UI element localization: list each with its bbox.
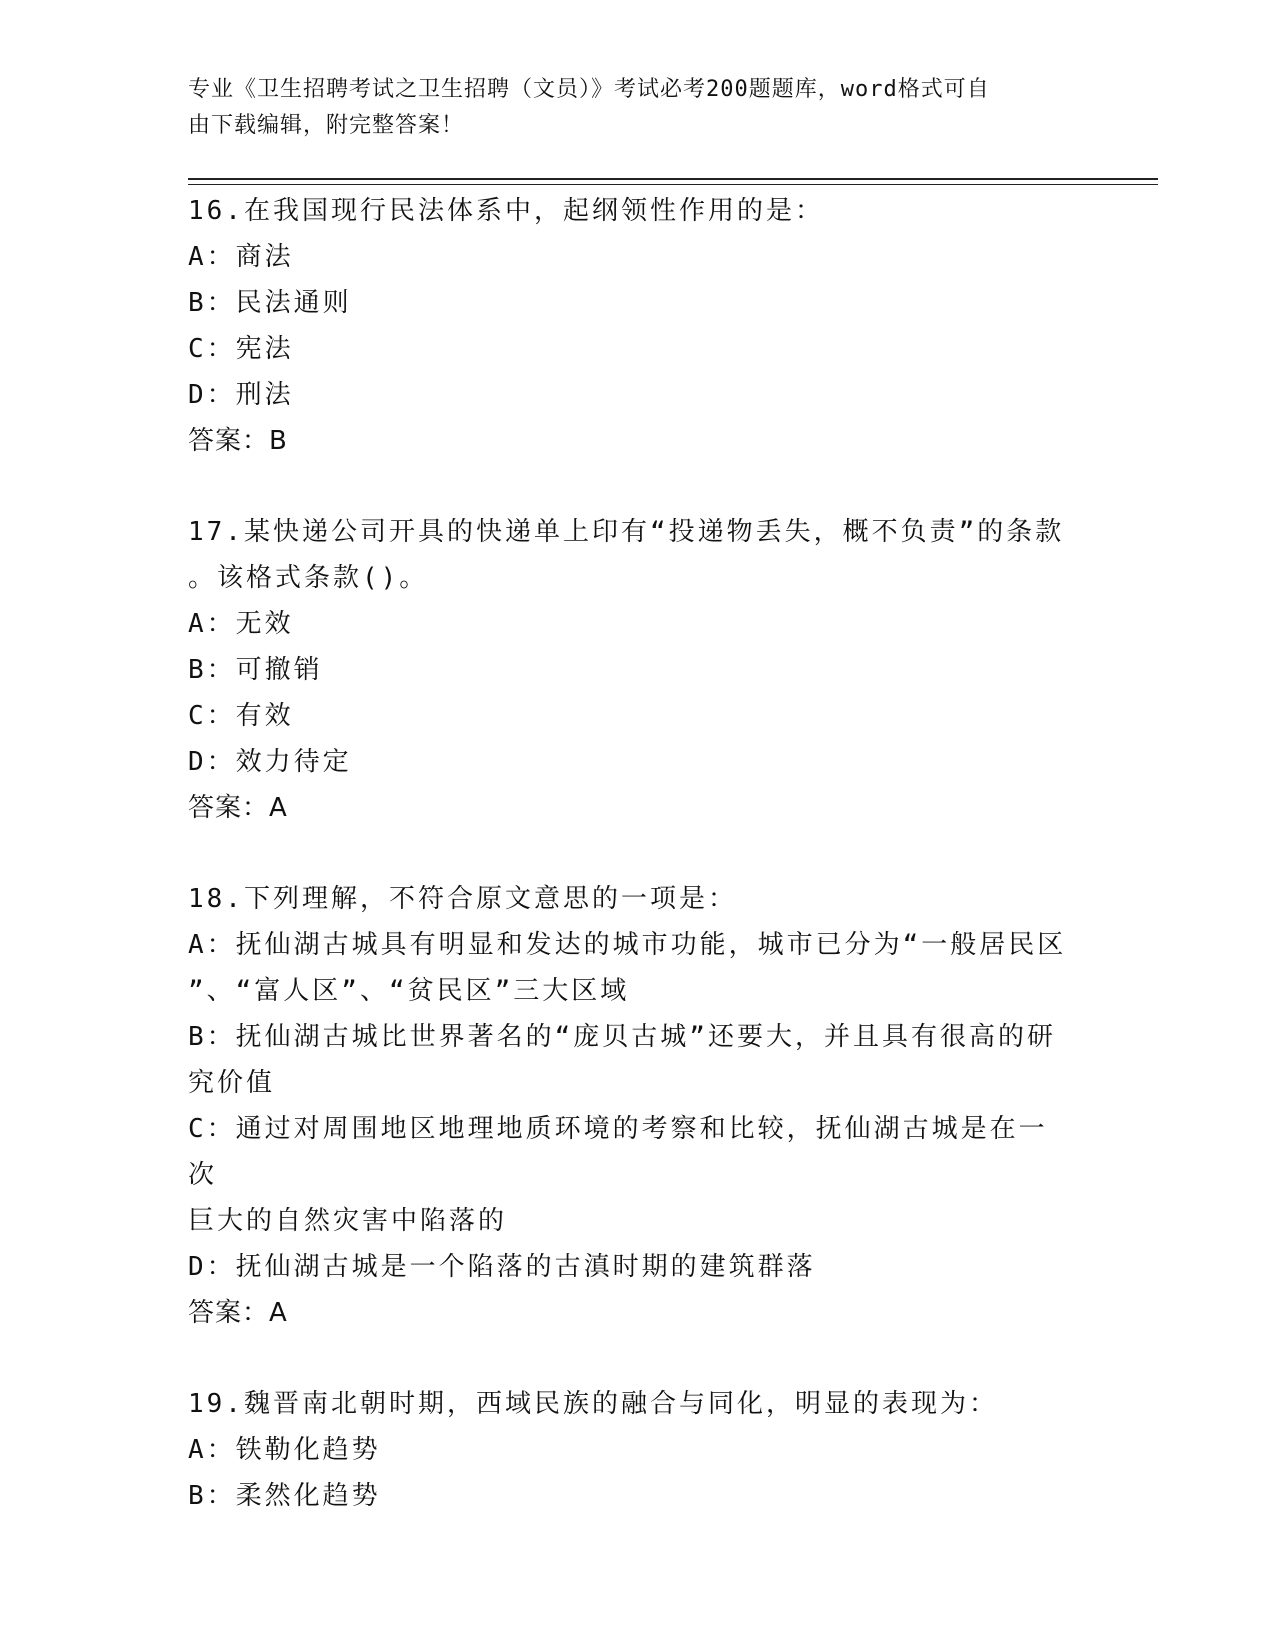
option-a: A：抚仙湖古城具有明显和发达的城市功能，城市已分为“一般居民区 xyxy=(188,930,1067,960)
header-line-2: 由下载编辑，附完整答案！ xyxy=(188,113,465,138)
question-list xyxy=(188,188,1068,1564)
answer-line: 答案：B xyxy=(188,426,288,456)
option-a: A：商法 xyxy=(188,242,294,272)
document-header xyxy=(188,72,1068,144)
header-divider-thick xyxy=(188,178,1158,180)
option-c-continued: 巨大的自然灾害中陷落的 xyxy=(188,1206,508,1236)
option-d: D：刑法 xyxy=(188,380,294,410)
option-a-continued: ”、“富人区”、“贫民区”三大区域 xyxy=(188,976,630,1006)
option-c: C：宪法 xyxy=(188,334,294,364)
header-divider-thin xyxy=(188,184,1158,185)
question-stem: 16.在我国现行民法体系中，起纲领性作用的是： xyxy=(188,196,824,226)
header-line-1: 专业《卫生招聘考试之卫生招聘（文员）》考试必考200题题库，word格式可自 xyxy=(188,77,990,102)
option-c: C：有效 xyxy=(188,701,294,731)
option-d: D：效力待定 xyxy=(188,747,352,777)
option-b: B：抚仙湖古城比世界著名的“庞贝古城”还要大，并且具有很高的研 xyxy=(188,1022,1056,1052)
question-18 xyxy=(188,876,1068,1336)
question-stem: 19.魏晋南北朝时期，西域民族的融合与同化，明显的表现为： xyxy=(188,1389,998,1419)
option-b: B：可撤销 xyxy=(188,655,323,685)
option-a: A：无效 xyxy=(188,609,294,639)
question-16 xyxy=(188,188,1068,464)
question-stem: 17.某快递公司开具的快递单上印有“投递物丢失，概不负责”的条款 xyxy=(188,517,1065,547)
option-b-continued: 究价值 xyxy=(188,1068,276,1098)
option-b: B：柔然化趋势 xyxy=(188,1481,381,1511)
question-17 xyxy=(188,509,1068,831)
option-b: B：民法通则 xyxy=(188,288,352,318)
answer-line: 答案：A xyxy=(188,1298,288,1328)
option-d: D：抚仙湖古城是一个陷落的古滇时期的建筑群落 xyxy=(188,1252,816,1282)
question-stem-continued: 。该格式条款()。 xyxy=(188,563,429,593)
question-stem: 18.下列理解，不符合原文意思的一项是： xyxy=(188,884,737,914)
option-a: A：铁勒化趋势 xyxy=(188,1435,381,1465)
answer-line: 答案：A xyxy=(188,793,288,823)
question-19 xyxy=(188,1381,1068,1519)
option-c: C：通过对周围地区地理地质环境的考察和比较，抚仙湖古城是在一次 xyxy=(188,1114,1048,1190)
